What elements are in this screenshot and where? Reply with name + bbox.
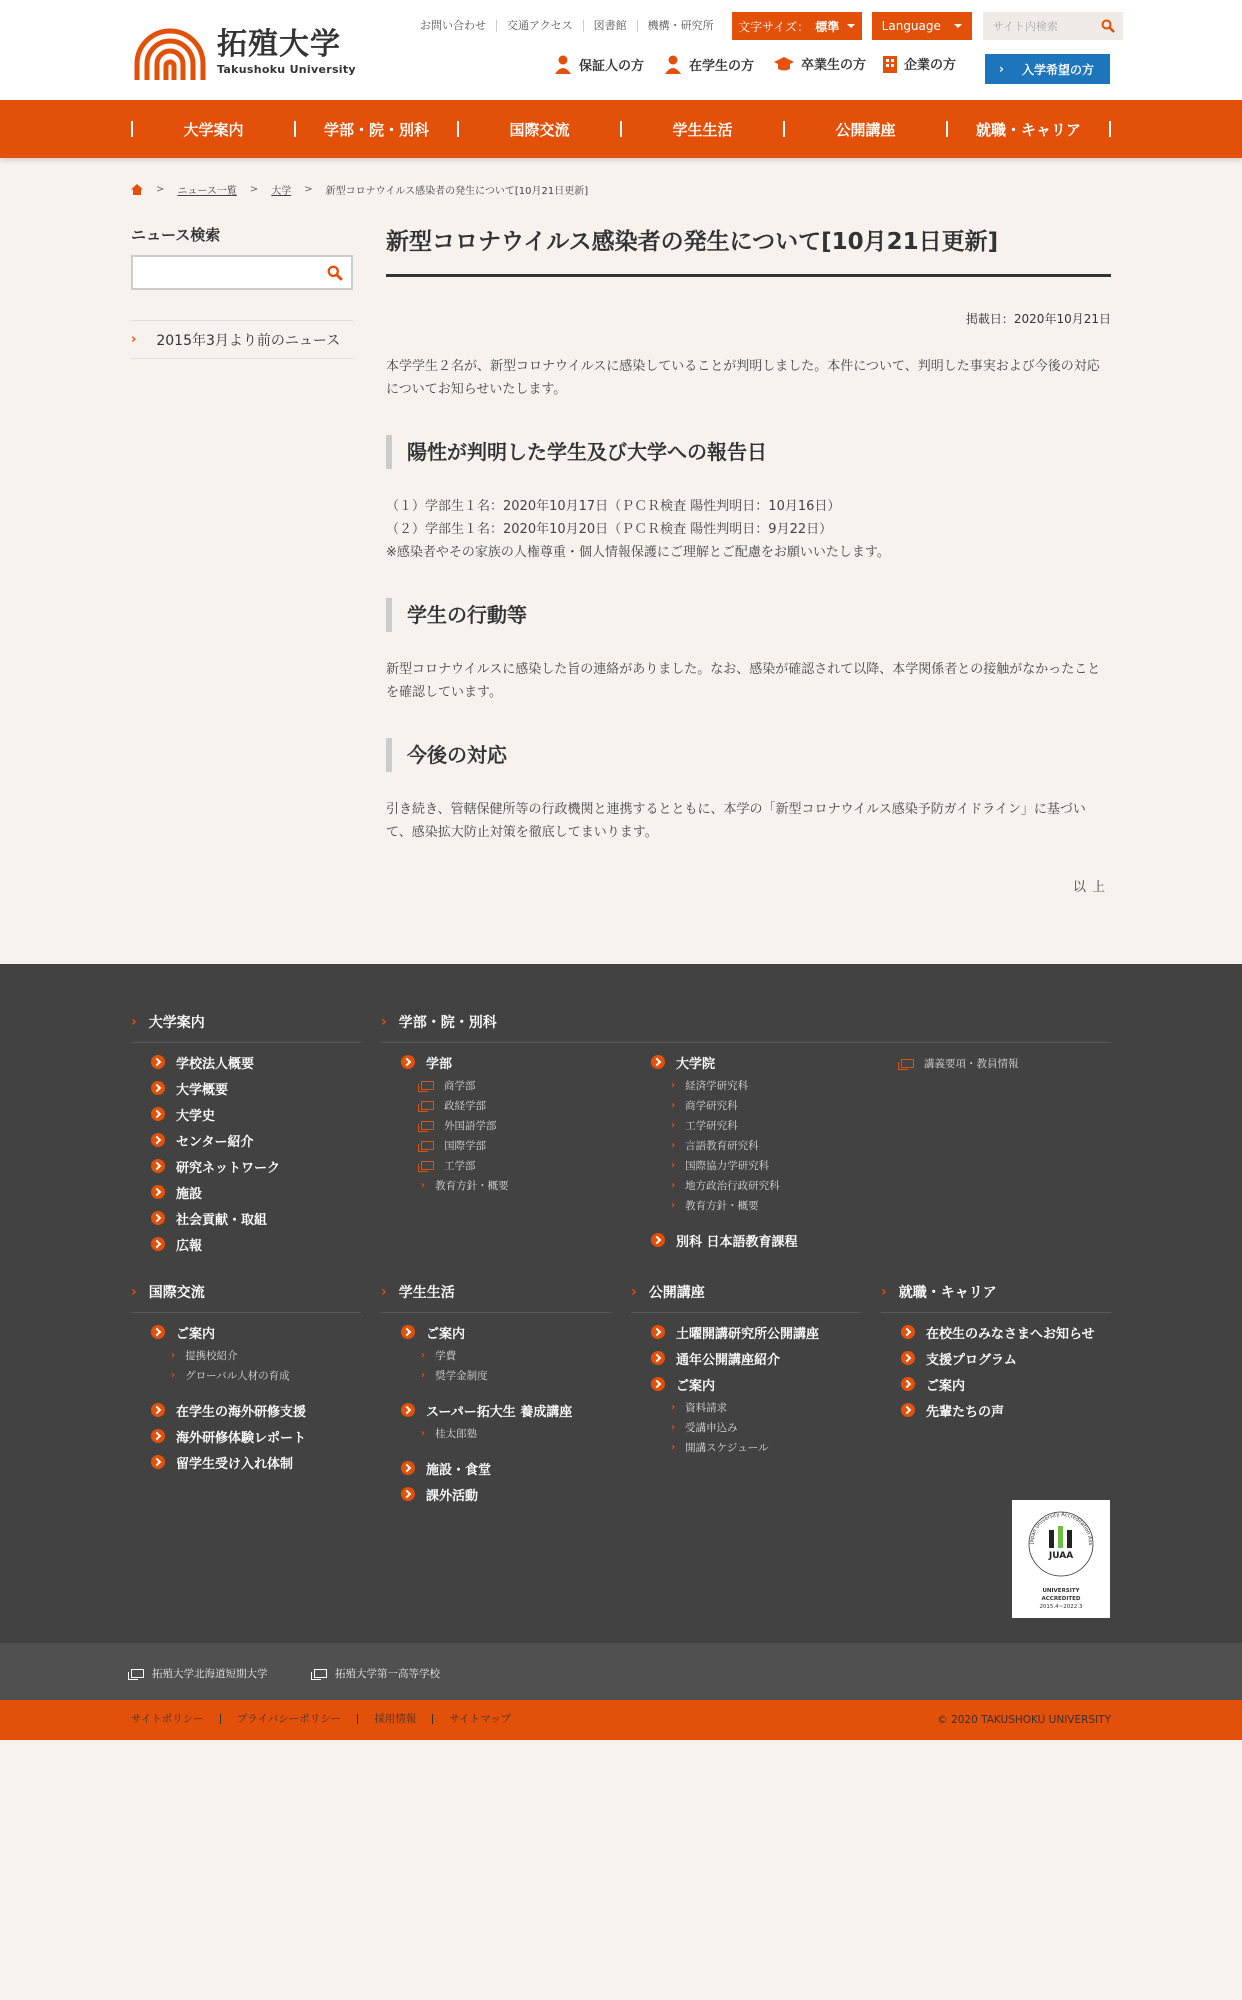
breadcrumb-current: 新型コロナウイルス感染者の発生について[10月21日更新] [325,186,589,197]
site-search-input[interactable] [983,12,1123,40]
circle-arrow-icon [651,1055,665,1069]
footer-sub-label: 国際協力学研究科 [685,1159,770,1172]
footer-sub-label: 政経学部 [444,1099,486,1112]
footer-item-label: 学部 [426,1056,453,1072]
chevron-right-icon: › [671,1119,676,1131]
footer-sub-label: 経済学研究科 [685,1079,749,1092]
external-window-icon [421,1121,434,1130]
font-size-value: 標準 [815,19,840,34]
footer-faculty-list [401,1049,509,1195]
footer-sub-label: 言語教育研究科 [685,1139,759,1152]
chevron-right-icon: › [171,1369,176,1381]
breadcrumb-news-list[interactable]: ニュース一覧 [177,186,237,197]
logo-arch-icon [131,24,209,80]
footer-item-label: 別科 日本語教育課程 [676,1234,798,1250]
footer-sub-label: 学費 [435,1349,457,1362]
audience-alumni-link[interactable] [773,54,866,73]
footer-student-life-list [401,1319,572,1507]
footer-item-label: 社会貢献・取組 [176,1212,268,1228]
chevron-right-icon: › [171,1349,176,1361]
circle-arrow-icon [401,1055,415,1069]
gnav-faculties[interactable]: 学部・院・別科 [294,121,457,137]
graduation-cap-icon [773,55,795,73]
font-size-label: 文字サイズ： [738,19,810,34]
badge-line-1: UNIVERSITY [1042,1588,1080,1594]
footer-sub-label: 教育方針・概要 [685,1199,759,1212]
footer-career-list [901,1319,1095,1423]
footer-about-item[interactable] [151,1231,280,1257]
chevron-right-icon: › [381,1014,387,1030]
archive-news-label: 2015年3月より前のニュース [156,332,341,349]
audience-guardians-link[interactable] [553,54,644,74]
footer-bekka-link[interactable] [651,1227,798,1253]
sitemap-link[interactable]: サイトマップ [432,1714,527,1724]
footer-student-item[interactable] [401,1319,572,1345]
footer-item-label: スーパー拓大生 養成講座 [426,1404,573,1420]
section-heading-response: 今後の対応 [386,738,1111,772]
spacer [151,1385,306,1397]
chevron-right-icon: › [671,1179,676,1191]
footer-lecture-item[interactable] [651,1371,819,1397]
footer-sub-label: 地方政治行政研究科 [685,1179,780,1192]
footer-item-label: 学校法人概要 [176,1056,255,1072]
bottom-bar [0,1700,1242,1740]
footer-faculty-sub[interactable] [401,1095,509,1115]
footer-title-student-life-label: 学生生活 [398,1285,455,1301]
footer-open-lectures-list [651,1319,819,1457]
gnav-career[interactable]: 就職・キャリア [946,121,1111,137]
language-label: Language [881,19,941,33]
footer-graduate-sub[interactable] [651,1095,798,1115]
footer-career-item[interactable] [901,1345,1095,1371]
footer-faculty-sub[interactable] [401,1175,509,1195]
footer-graduate-sub[interactable] [651,1115,798,1135]
chevron-right-icon: › [999,62,1004,76]
circle-arrow-icon [401,1403,415,1417]
footer-faculty-heading[interactable] [401,1049,509,1075]
footer-item-label: センター紹介 [176,1134,254,1150]
footer-item-label: 施設・食堂 [426,1462,492,1478]
footer-title-faculties[interactable] [381,1012,1111,1043]
chevron-right-icon: › [131,1014,137,1030]
admission-label: 入学希望の方 [1021,62,1094,77]
footer-item-label: ご案内 [676,1378,716,1394]
person-icon [553,54,573,74]
news-search-input[interactable] [131,255,353,290]
news-search-title: ニュース検索 [131,226,221,244]
footer-about-item[interactable] [151,1179,280,1205]
footer-international-sub[interactable] [151,1365,306,1385]
footer-sub-label: 資料請求 [685,1401,728,1414]
footer-lecture-sub[interactable] [651,1437,819,1457]
footer-title-international[interactable] [131,1282,361,1313]
footer-syllabus-list [881,1053,1019,1073]
circle-arrow-icon [901,1351,915,1365]
footer-item-label: 広報 [176,1238,203,1254]
footer-item-label: 先輩たちの声 [926,1404,1005,1420]
caret-down-icon [847,24,855,28]
chevron-right-icon: › [671,1159,676,1171]
footer-about-item[interactable] [151,1101,280,1127]
circle-arrow-icon [151,1133,165,1147]
student-icon [663,54,683,74]
footer-title-about-label: 大学案内 [148,1015,205,1031]
chevron-right-icon: › [881,1284,887,1300]
circle-arrow-icon [901,1403,915,1417]
chevron-right-icon: › [381,1284,387,1300]
search-icon[interactable] [1101,19,1115,33]
footer-sub-label: 受講申込み [685,1421,738,1434]
footer-faculty-sub[interactable] [401,1075,509,1095]
chevron-right-icon: › [421,1427,426,1439]
circle-arrow-icon [151,1237,165,1251]
breadcrumb-separator: > [249,184,259,195]
footer-item-label: 課外活動 [426,1488,479,1504]
footer-student-sub[interactable] [401,1345,572,1365]
footer-title-international-label: 国際交流 [148,1285,205,1301]
footer-about-list [151,1049,280,1257]
chevron-right-icon: › [671,1401,676,1413]
audience-alumni-label: 卒業生の方 [801,58,867,73]
badge-acronym: JUAA [1048,1551,1074,1561]
circle-arrow-icon [151,1403,165,1417]
circle-arrow-icon [651,1325,665,1339]
badge-line-2: ACCREDITED [1041,1596,1081,1602]
footer-title-open-lectures-label: 公開講座 [648,1285,705,1301]
related-hokkaido-label: 拓殖大学北海道短期大学 [152,1668,268,1680]
footer-title-open-lectures[interactable] [631,1282,861,1313]
chevron-right-icon: › [631,1284,637,1300]
building-icon [882,55,898,73]
footer-syllabus-link[interactable] [881,1053,1019,1073]
circle-arrow-icon [651,1233,665,1247]
footer-international-sub[interactable] [151,1345,306,1365]
footer-item-label: 施設 [176,1186,203,1202]
footer-faculty-sub[interactable] [401,1135,509,1155]
footer-sub-label: 提携校紹介 [185,1349,238,1362]
font-size-dropdown[interactable] [732,12,862,40]
footer-item-label: 土曜開講研究所公開講座 [676,1326,820,1342]
footer-lecture-item[interactable] [651,1345,819,1371]
breadcrumb-university[interactable]: 大学 [271,186,292,197]
section-heading-positive: 陽性が判明した学生及び大学への報告日 [386,435,1111,469]
footer-item-label: 大学史 [176,1108,216,1124]
spacer [651,1215,798,1227]
sidebar [131,224,353,359]
footer-career-item[interactable] [901,1397,1095,1423]
breadcrumb-separator: > [156,184,165,195]
circle-arrow-icon [151,1429,165,1443]
footer-graduate-sub[interactable] [651,1155,798,1175]
page-title: 新型コロナウイルス感染者の発生について[10月21日更新] [386,224,1111,277]
circle-arrow-icon [151,1325,165,1339]
util-access-link[interactable]: 交通アクセス [496,20,583,32]
footer-student-item[interactable] [401,1397,572,1423]
footer-graduate-sub[interactable] [651,1195,798,1215]
footer-item-label: 支援プログラム [926,1352,1017,1368]
footer-item-label: 大学院 [676,1056,716,1072]
global-nav [0,100,1242,158]
footer-graduate-heading[interactable] [651,1049,798,1075]
spacer [401,1443,572,1455]
footer-student-sub[interactable] [401,1365,572,1385]
archive-news-link[interactable] [131,320,353,359]
footer-international-item[interactable] [151,1423,306,1449]
related-highschool-label: 拓殖大学第一高等学校 [335,1668,440,1680]
circle-arrow-icon [151,1455,165,1469]
footer-about-item[interactable] [151,1153,280,1179]
language-dropdown[interactable] [872,12,972,40]
admission-button[interactable] [985,54,1110,84]
circle-arrow-icon [151,1107,165,1121]
footer-item-label: 研究ネットワーク [176,1160,281,1176]
footer-career-item[interactable] [901,1371,1095,1397]
footer-lecture-sub[interactable] [651,1397,819,1417]
footer-item-label: 留学生受け入れ体制 [176,1456,294,1472]
footer-item-label: 在学生の海外研修支援 [176,1404,307,1420]
spacer [401,1385,572,1397]
site-header [0,0,1242,100]
intro-paragraph: 本学学生２名が、新型コロナウイルスに感染していることが判明しました。本件について、判明した事実および今後の対応についてお知らせいたします。 [386,359,1100,397]
external-window-icon [421,1141,434,1150]
footer-international-list [151,1319,306,1475]
circle-arrow-icon [651,1351,665,1365]
audience-students-link[interactable] [663,54,754,74]
privacy-policy-link[interactable]: プライバシーポリシー [220,1714,357,1724]
policy-links [131,1714,527,1724]
footer-student-item[interactable] [401,1481,572,1507]
footer-item-label: ご案内 [176,1326,216,1342]
chevron-right-icon: › [421,1179,426,1191]
breadcrumb-separator: > [304,184,313,195]
footer-sub-label: 奨学金制度 [435,1369,488,1382]
footer-item-label: ご案内 [926,1378,966,1394]
footer-lecture-item[interactable] [651,1319,819,1345]
audience-guardians-label: 保証人の方 [579,58,645,74]
circle-arrow-icon [901,1377,915,1391]
copyright: © 2020 TAKUSHOKU UNIVERSITY [937,1714,1111,1726]
external-window-icon [314,1669,327,1678]
badge-line-3: 2015.4~2022.3 [1039,1604,1083,1610]
footer-item-label: ご案内 [426,1326,466,1342]
footer-career-item[interactable] [901,1319,1095,1345]
util-library-link[interactable]: 図書館 [583,20,637,32]
recruit-link[interactable]: 採用情報 [357,1714,432,1724]
audience-companies-link[interactable] [882,54,956,73]
footer-faculty-sub[interactable] [401,1115,509,1135]
circle-arrow-icon [151,1159,165,1173]
footer-title-career-label: 就職・キャリア [898,1285,997,1301]
circle-arrow-icon [651,1377,665,1391]
footer-title-career[interactable] [881,1282,1111,1313]
footer-international-item[interactable] [151,1397,306,1423]
footer-student-sub[interactable] [401,1423,572,1443]
footer-sub-label: 国際学部 [444,1139,486,1152]
logo-japanese: 拓殖大学 [217,26,341,62]
search-icon[interactable] [327,265,343,281]
chevron-right-icon: › [131,332,137,347]
footer-student-item[interactable] [401,1455,572,1481]
article [386,224,1111,895]
footer-item-label: 通年公開講座紹介 [676,1352,781,1368]
circle-arrow-icon [401,1461,415,1475]
footer-sub-label: 商学部 [444,1079,476,1092]
audience-students-label: 在学生の方 [689,58,755,74]
footer-lecture-sub[interactable] [651,1417,819,1437]
site-policy-link[interactable]: サイトポリシー [131,1713,204,1725]
util-contact-link[interactable]: お問い合わせ [420,19,486,32]
publish-date: 掲載日：2020年10月21日 [965,312,1111,326]
footer-international-item[interactable] [151,1319,306,1345]
site-logo[interactable] [131,24,356,80]
circle-arrow-icon [151,1055,165,1069]
chevron-right-icon: › [131,1284,137,1300]
section-line: （２）学部生１名：2020年10月20日（ＰＣＲ検査 陽性判明日：9月22日） [386,522,833,537]
gnav-international[interactable]: 国際交流 [457,121,620,137]
chevron-right-icon: › [671,1099,676,1111]
footer-item-label: 大学概要 [176,1082,229,1098]
logo-english: Takushoku University [217,62,356,76]
util-institutes-link[interactable]: 機構・研究所 [637,20,724,32]
chevron-right-icon: › [421,1369,426,1381]
chevron-right-icon: › [671,1421,676,1433]
audience-companies-label: 企業の方 [904,58,957,73]
footer-graduate-sub[interactable] [651,1175,798,1195]
accreditation-badge[interactable] [1012,1500,1110,1618]
footer-title-about[interactable] [131,1012,361,1043]
closing-text: 以上 [1072,880,1111,895]
footer-about-item[interactable] [151,1049,280,1075]
circle-arrow-icon [151,1211,165,1225]
section-heading-actions: 学生の行動等 [386,598,1111,632]
footer-graduate-sub[interactable] [651,1135,798,1155]
related-highschool-link[interactable] [314,1666,440,1681]
chevron-right-icon: › [671,1139,676,1151]
section-line: 引き続き、管轄保健所等の行政機関と連携するとともに、本学の「新型コロナウイルス感染予防ガイドライン」に基づいて、感染拡大防止対策を徹底してまいります。 [386,802,1086,840]
footer-faculty-sub[interactable] [401,1155,509,1175]
footer-sub-label: 桂太郎塾 [435,1427,478,1440]
footer-sub-label: 開講スケジュール [685,1441,769,1454]
home-icon[interactable] [131,184,143,195]
circle-arrow-icon [401,1325,415,1339]
footer-sub-label: 外国語学部 [444,1119,497,1132]
chevron-right-icon: › [671,1441,676,1453]
gnav-student-life[interactable]: 学生生活 [620,121,783,137]
circle-arrow-icon [901,1325,915,1339]
footer-about-item[interactable] [151,1075,280,1101]
breadcrumb [131,182,588,197]
gnav-about[interactable]: 大学案内 [131,121,294,137]
footer-item-label: 海外研修体験レポート [176,1430,307,1446]
chevron-right-icon: › [671,1079,676,1091]
gnav-open-lectures[interactable]: 公開講座 [783,121,946,137]
footer-international-item[interactable] [151,1449,306,1475]
section-line: 新型コロナウイルスに感染した旨の連絡がありました。なお、感染が確認されて以降、本学関係者との接触がなかったことを確認しています。 [386,662,1101,700]
section-line: （１）学部生１名：2020年10月17日（ＰＣＲ検査 陽性判明日：10月16日） [386,499,841,514]
site-search-placeholder: サイト内検索 [992,20,1058,33]
footer-about-item[interactable] [151,1127,280,1153]
external-window-icon [421,1081,434,1090]
external-window-icon [421,1101,434,1110]
utility-nav [410,12,1123,40]
external-window-icon [901,1059,914,1068]
badge-arc-text: Japan University Accreditation Ass [1028,1511,1094,1546]
external-window-icon [131,1669,144,1678]
chevron-right-icon: › [671,1199,676,1211]
footer-sub-label: 商学研究科 [685,1099,738,1112]
footer-sub-label: 工学部 [444,1159,476,1172]
external-window-icon [421,1161,434,1170]
circle-arrow-icon [151,1185,165,1199]
footer-title-student-life[interactable] [381,1282,611,1313]
footer-sub-label: グローバル人材の育成 [185,1369,290,1382]
footer-graduate-list [651,1049,798,1253]
footer-sub-label: 教育方針・概要 [435,1179,509,1192]
chevron-right-icon: › [421,1349,426,1361]
related-institutions-bar [0,1643,1242,1700]
footer-graduate-sub[interactable] [651,1075,798,1095]
caret-down-icon [954,24,962,28]
footer-title-faculties-label: 学部・院・別科 [398,1015,497,1031]
footer-sub-label: 工学研究科 [685,1119,738,1132]
circle-arrow-icon [151,1081,165,1095]
circle-arrow-icon [401,1487,415,1501]
juaa-seal-icon [1012,1500,1110,1618]
footer-sub-label: 講義要項・教員情報 [924,1057,1019,1070]
footer-about-item[interactable] [151,1205,280,1231]
related-hokkaido-link[interactable] [131,1666,268,1681]
footer-item-label: 在校生のみなさまへお知らせ [926,1326,1095,1342]
section-line: ※感染者やその家族の人権尊重・個人情報保護にご理解とご配慮をお願いいたします。 [386,545,890,560]
